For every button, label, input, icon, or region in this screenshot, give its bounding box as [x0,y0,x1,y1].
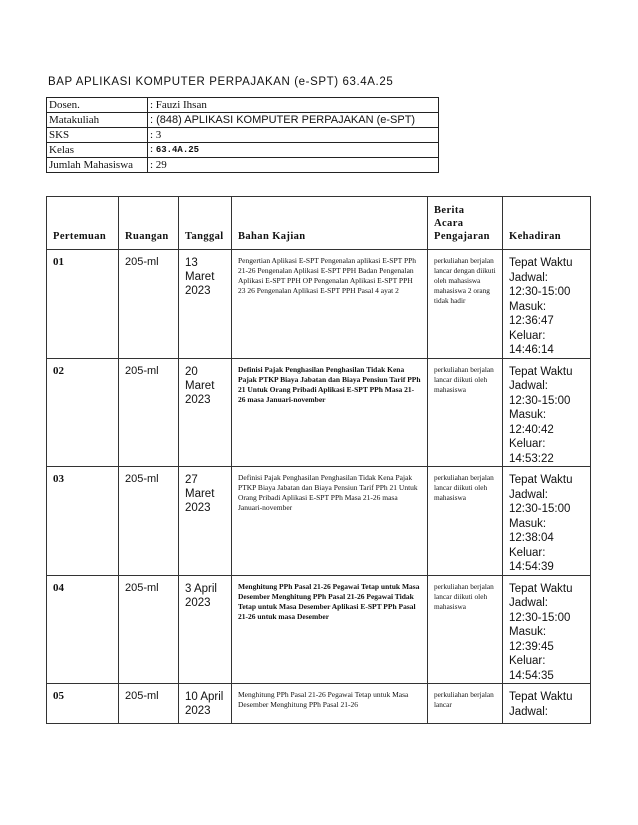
header-pertemuan: Pertemuan [47,197,119,250]
kehadiran-line: Jadwal: [509,705,548,718]
kehadiran-line: 12:39:45 [509,640,554,653]
cell-tanggal [179,684,232,724]
cell-pertemuan: 03 [47,467,119,576]
info-row-matakuliah [47,113,439,128]
cell-ruangan: 205-ml [119,575,179,684]
header-berita-acara [428,197,503,250]
kehadiran-line: Jadwal: [509,271,548,284]
table-row [47,684,591,724]
info-value-prefix: : [150,143,156,155]
info-label: Dosen. [47,98,148,113]
document-title: BAP APLIKASI KOMPUTER PERPAJAKAN (e-SPT) 63.4A.25 [48,76,394,88]
cell-pertemuan: 01 [47,250,119,359]
kehadiran-line: Tepat Waktu [509,474,573,486]
tanggal-line: 2023 [185,502,211,514]
kehadiran-line: 12:30-15:00 [509,611,571,624]
info-label: Matakuliah [47,113,148,128]
kehadiran-line: Masuk: [509,409,547,421]
kehadiran-line: 14:54:35 [509,669,554,682]
cell-berita-acara: perkuliahan berjalan lancar diikuti oleh mahasiswa [428,467,503,576]
kehadiran-line: Tepat Waktu [509,582,573,595]
kehadiran-line: 12:36:47 [509,315,554,327]
tanggal-line: 2023 [185,596,211,609]
course-info-table [46,97,439,173]
info-value: : (848) APLIKASI KOMPUTER PERPAJAKAN (e-SPT) [148,113,439,128]
table-row [47,358,591,467]
cell-ruangan: 205-ml [119,358,179,467]
kehadiran-line: 12:30-15:00 [509,503,571,515]
kehadiran-line: 12:30-15:00 [509,286,571,298]
cell-bahan-kajian: Definisi Pajak Penghasilan Penghasilan Tidak Kena Pajak PTKP Biaya Jabatan dan Biaya Pensiun Tarif PPh 21 Untuk Orang Pribadi Aplikasi E-SPT PPh Masa 21-26 masa Januari-november [232,358,428,467]
kehadiran-line: Tepat Waktu [509,257,573,269]
cell-kehadiran [503,575,591,684]
tanggal-line: Maret [185,488,215,500]
kehadiran-line: Masuk: [509,300,547,313]
kehadiran-line: 14:54:39 [509,561,554,573]
kehadiran-line: Tepat Waktu [509,365,573,378]
kehadiran-line: Jadwal: [509,380,548,392]
tanggal-line: 20 [185,365,198,378]
tanggal-line: 2023 [185,705,211,717]
kehadiran-line: Jadwal: [509,597,548,609]
info-label: Kelas [47,143,148,158]
cell-bahan-kajian: Pengertian Aplikasi E-SPT Pengenalan aplikasi E-SPT PPh 21-26 Pengenalan Aplikasi E-SPT PPH Badan Pengenalan Aplikasi E-SPT PPH OP Pengenalan Aplikasi E-SPT PPH 23 26 Pengenalan Aplikasi E-SPT PPH Pasal 4 ayat 2 [232,250,428,359]
kehadiran-line: 12:40:42 [509,423,554,436]
kehadiran-line: Tepat Waktu [509,691,573,703]
header-bahan-kajian: Bahan Kajian [232,197,428,250]
cell-tanggal [179,575,232,684]
tanggal-line: Maret [185,379,215,392]
header-berita-line: Acara [434,218,464,229]
info-value: : 29 [148,158,439,173]
info-value-cell [148,143,439,158]
info-row-sks [47,128,439,143]
info-row-kelas [47,143,439,158]
kehadiran-line: Masuk: [509,517,547,530]
kehadiran-line: 14:53:22 [509,452,554,465]
cell-berita-acara: perkuliahan berjalan lancar [428,684,503,724]
tanggal-line: 13 [185,257,198,269]
cell-bahan-kajian: Menghitung PPh Pasal 21-26 Pegawai Tetap untuk Masa Desember Menghitung PPh Pasal 21-26 [232,684,428,724]
table-row [47,575,591,684]
cell-berita-acara: perkuliahan berjalan lancar diikuti oleh mahasiswa [428,358,503,467]
info-label: SKS [47,128,148,143]
header-ruangan: Ruangan [119,197,179,250]
cell-pertemuan: 04 [47,575,119,684]
tanggal-line: Maret [185,271,215,283]
table-row [47,250,591,359]
info-row-jumlah-mahasiswa [47,158,439,173]
cell-pertemuan: 02 [47,358,119,467]
tanggal-line: 2023 [185,285,211,297]
cell-ruangan: 205-ml [119,250,179,359]
cell-berita-acara: perkuliahan berjalan lancar dengan diikuti oleh mahasiswa mahasiswa 2 orang tidak hadir [428,250,503,359]
kehadiran-line: Keluar: [509,546,546,559]
kehadiran-line: Jadwal: [509,488,548,501]
cell-ruangan: 205-ml [119,684,179,724]
header-kehadiran: Kehadiran [503,197,591,250]
attendance-table [46,196,591,724]
kehadiran-line: Keluar: [509,329,546,342]
cell-bahan-kajian: Menghitung PPh Pasal 21-26 Pegawai Tetap untuk Masa Desember Menghitung PPh Pasal 21-26 Pegawai Tidak Tetap untuk Masa Desember Aplikasi E-SPT PPh Pasal 21-26 untuk masa Desember [232,575,428,684]
cell-kehadiran [503,467,591,576]
cell-tanggal [179,467,232,576]
table-header-row [47,197,591,250]
cell-tanggal [179,358,232,467]
cell-berita-acara: perkuliahan berjalan lancar diikuti oleh mahasiswa [428,575,503,684]
tanggal-line: 27 [185,474,198,486]
table-row [47,467,591,576]
header-berita-line: Berita [434,205,465,216]
header-tanggal: Tanggal [179,197,232,250]
header-berita-line: Pengajaran [434,231,490,242]
tanggal-line: 3 April [185,582,217,595]
info-row-dosen [47,98,439,113]
kehadiran-line: Masuk: [509,626,547,638]
cell-pertemuan: 05 [47,684,119,724]
tanggal-line: 2023 [185,393,211,406]
kehadiran-line: 14:46:14 [509,344,554,356]
cell-kehadiran [503,684,591,724]
info-value: : 3 [148,128,439,143]
tanggal-line: 10 April [185,691,224,703]
cell-ruangan: 205-ml [119,467,179,576]
kehadiran-line: 12:38:04 [509,532,554,544]
info-label: Jumlah Mahasiswa [47,158,148,173]
kehadiran-line: 12:30-15:00 [509,394,571,407]
info-value: 63.4A.25 [155,145,200,155]
cell-tanggal [179,250,232,359]
kehadiran-line: Keluar: [509,438,546,450]
cell-kehadiran [503,250,591,359]
info-value: : Fauzi Ihsan [148,98,439,113]
cell-bahan-kajian: Definisi Pajak Penghasilan Penghasilan Tidak Kena Pajak PTKP Biaya Jabatan dan Biaya Pensiun Tarif PPh 21 Untuk Orang Pribadi Aplikasi E-SPT PPh Masa 21-26 masa Januari-november [232,467,428,576]
kehadiran-line: Keluar: [509,655,546,667]
cell-kehadiran [503,358,591,467]
